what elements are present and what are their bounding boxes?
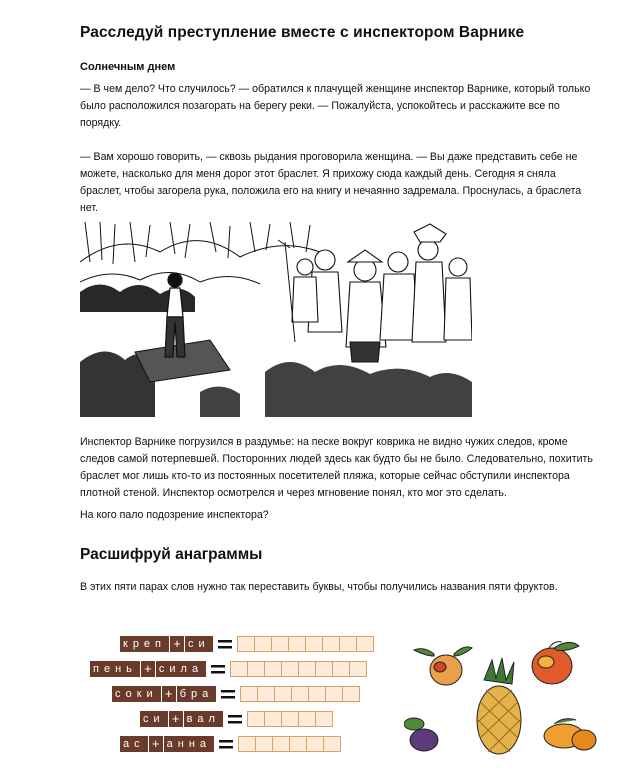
question-text: На кого пало подозрение инспектора? [80, 509, 269, 521]
plus-icon: + [169, 711, 183, 727]
equals-icon [218, 736, 234, 752]
section-title-anagrams: Расшифруй анаграммы [80, 546, 263, 563]
anagram-word-1: пень [90, 661, 140, 677]
anagram-word-2: си [185, 636, 213, 652]
answer-cells[interactable] [240, 686, 359, 702]
anagram-word-1: си [140, 711, 168, 727]
anagram-word-1: ас [120, 736, 148, 752]
fruits-illustration [404, 640, 604, 768]
answer-cells[interactable] [237, 636, 373, 652]
anagrams-instructions: В этих пяти парах слов нужно так переставить буквы, чтобы получились названия пяти фруктов. [80, 581, 558, 593]
paragraph-3: Инспектор Варнике погрузился в раздумье: на песке вокруг коврика не видно чужих следов, кроме следов самой потерпевшей. Посторонних людей здесь как будто бы не было. Следовательно, похитить браслет мог лишь кто-то из постоянных посетителей пляжа, которые сейчас обступили инспектора плотной стеной. Инспектор осмотрелся и через мгновение понял, кто мог это сделать. [80, 436, 593, 499]
paragraph-2: — Вам хорошо говорить, — сквозь рыдания проговорила женщина. — Вы даже представить себе не можете, насколько для меня дорог этот браслет. Я прихожу сюда каждый день. Сегодня я сняла браслет, чтобы загорела рука, положила его на книгу и нечаянно задремала. Проснулась, а браслета нет. [80, 151, 582, 214]
story-subtitle: Солнечным днем [80, 61, 176, 73]
anagram-row [120, 736, 340, 752]
beach-crowd-illustration [80, 222, 472, 417]
answer-cells[interactable] [230, 661, 366, 677]
anagram-word-2: анна [164, 736, 214, 752]
plus-icon: + [170, 636, 184, 652]
anagram-word-2: бра [177, 686, 217, 702]
anagram-row [90, 661, 366, 677]
plus-icon: + [149, 736, 163, 752]
anagram-row [140, 711, 332, 727]
answer-cells[interactable] [247, 711, 332, 727]
equals-icon [217, 636, 233, 652]
equals-icon [210, 661, 226, 677]
equals-icon [227, 711, 243, 727]
equals-icon [220, 686, 236, 702]
anagram-word-2: вал [184, 711, 223, 727]
anagram-word-1: соки [112, 686, 161, 702]
page-title: Расследуй преступление вместе с инспектором Варнике [80, 24, 525, 41]
anagram-word-2: сила [156, 661, 206, 677]
anagram-row [120, 636, 373, 652]
anagram-row [112, 686, 359, 702]
anagram-word-1: креп [120, 636, 169, 652]
answer-cells[interactable] [238, 736, 340, 752]
paragraph-1: — В чем дело? Что случилось? — обратился к плачущей женщине инспектор Варнике, который только было расположился позагорать на берегу реки. — Пожалуйста, успокойтесь и расскажите все по порядку. [80, 83, 591, 129]
plus-icon: + [141, 661, 155, 677]
plus-icon: + [162, 686, 176, 702]
